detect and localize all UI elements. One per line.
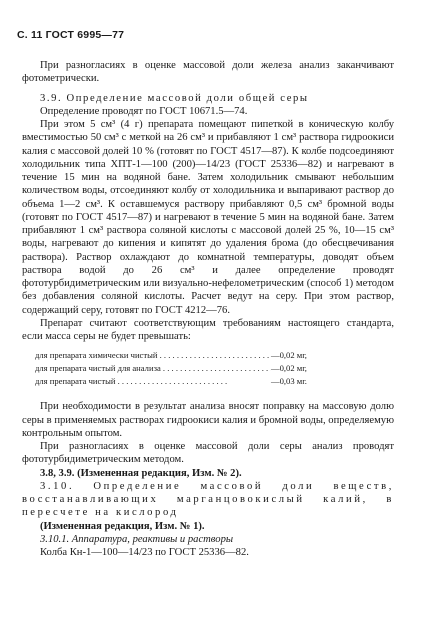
limit-label: для препарата чистый . . . — [35, 375, 271, 388]
paragraph: При необходимости в результат анализа вносят поправку на массовую долю серы в применяемых растворах гидроокиси калия и бромной воды, определяемую контрольным опытом. — [22, 401, 394, 439]
sulfur-limits-list — [35, 349, 394, 388]
section-heading-3-10: 3.10. Определение массовой доли веществ, восстанавливающих марганцовокислый калий, в пересчете на кислород — [22, 480, 394, 519]
limit-row — [35, 362, 394, 375]
paragraph: При разногласиях в оценке массовой доли серы анализ проводят фототурбидиметрическим методом. — [22, 441, 394, 466]
document-body — [22, 59, 394, 559]
subsection-heading-3-10-1: 3.10.1. Аппаратура, реактивы и растворы — [40, 533, 234, 545]
limit-row — [35, 349, 394, 362]
limit-value: —0,03 мг. — [271, 376, 307, 387]
limit-label: для препарата чистый для анализа . . . — [35, 362, 271, 375]
limit-label: для препарата химически чистый . . . — [35, 349, 271, 362]
procedure-paragraph: При этом 5 см³ (4 г) препарата помещают пипеткой в коническую колбу вместимостью 50 см³ с меткой на 26 см³ и прибавляют 1 см³ раствора гидроокиси калия с массовой долей 10 % (готовят по ГОСТ 4517—87). К колбе подсоединяют холодильник типа ХПТ-1—100 (200)—14/23 (ГОСТ 25336—82) и нагревают в течение 15 мин на водяной бане. Затем холодильник смывают небольшим количеством воды, отсоединяют колбу от холодильника и выпаривают раствор до объема 1—2 см³. К оставшемуся раствору прибавляют 0,5 см³ бромной воды (готовят по ГОСТ 4517—87) и нагревают в течение 5 мин на водяной бане. Затем прибавляют 1 см³ раствора соляной кислоты с массовой долей 25 %, 10—15 см³ воды, нагревают до кипения и кипятят до удаления брома (до обесцвечивания раствора). Раствор охлаждают до комнатной температуры, доводят объем раствора водой до 26 см³ и далее определение проводят фототурбидиметрическим или визуально-нефелометрическим (способ 1) методом без добавления соляной кислоты. Расчет ведут на серу. При этом раствор, содержащий серу, готовят по ГОСТ 4212—76. — [22, 119, 394, 316]
paragraph: При разногласиях в оценке массовой доли железа анализ заканчивают фотометрически. — [22, 60, 394, 85]
limit-value: —0,02 мг, — [271, 350, 307, 361]
amendment-note: 3.8, 3.9. (Измененная редакция, Изм. № 2). — [40, 467, 242, 479]
amendment-note: (Измененная редакция, Изм. № 1). — [40, 520, 205, 532]
paragraph: Колба Кн-1—100—14/23 по ГОСТ 25336—82. — [40, 547, 249, 558]
limit-value: —0,02 мг, — [271, 363, 307, 374]
page-header: С. 11 ГОСТ 6995—77 — [17, 29, 125, 41]
limit-row — [35, 375, 394, 388]
paragraph: Определение проводят по ГОСТ 10671.5—74. — [40, 105, 248, 117]
paragraph: Препарат считают соответствующим требованиям настоящего стандарта, если масса серы не будет превышать: — [22, 317, 394, 342]
section-heading-3-9: 3.9. Определение массовой доли общей серы — [40, 92, 309, 104]
